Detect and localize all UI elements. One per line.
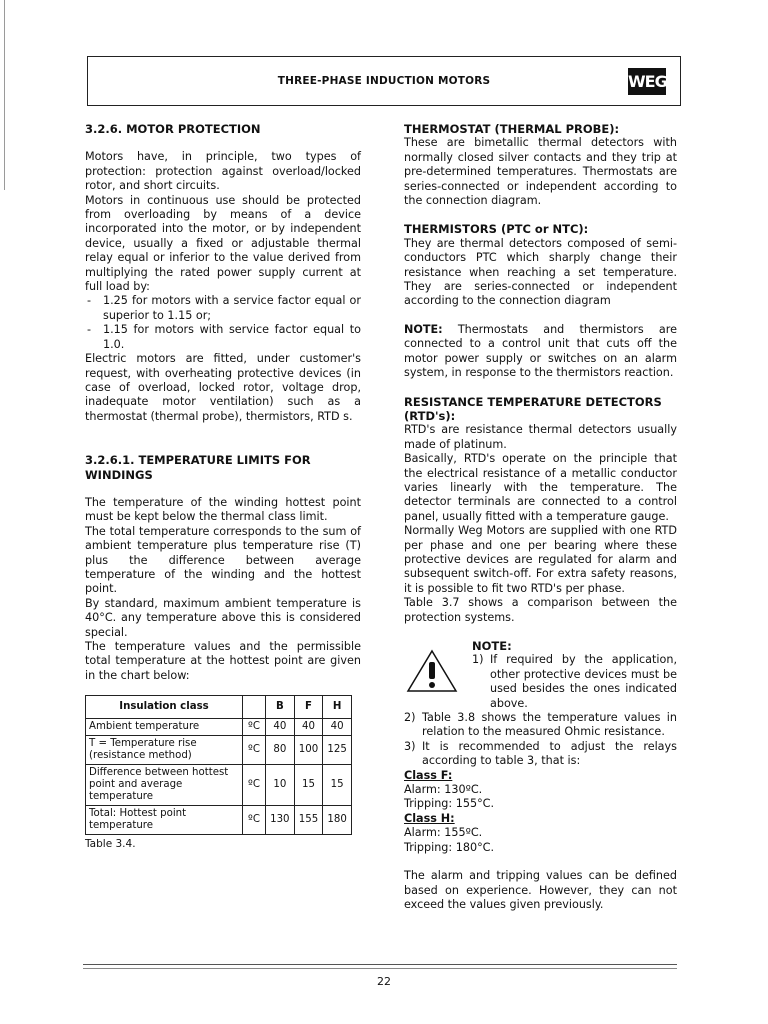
margin-rule [4, 0, 5, 190]
value-cell: 10 [266, 765, 295, 806]
insulation-table [85, 695, 352, 835]
class-h-label: Class H: [404, 811, 455, 825]
unit-cell: ºC [243, 719, 266, 736]
thermistors-heading: THERMISTORS (PTC or NTC): [404, 222, 589, 237]
header-cell: F [294, 696, 323, 719]
row-label: Difference between hottest point and average temperature [86, 765, 243, 806]
class-h-alarm: Alarm: 155ºC. [404, 826, 483, 840]
paragraph: Motors have, in principle, two types of protection: protection against overload/locked rotor, and short circuits. [85, 150, 361, 193]
table-header-row [86, 696, 352, 719]
left-column [85, 122, 361, 852]
value-cell: 125 [323, 736, 352, 765]
row-label: Ambient temperature [86, 719, 243, 736]
paragraph: RTD's are resistance thermal detectors usually made of platinum. [404, 423, 677, 451]
class-f-label: Class F: [404, 768, 453, 782]
paragraph: The total temperature corresponds to the sum of ambient temperature plus temperature rise (T) plus the difference between average temperature of the winding and the hottest point. [85, 524, 361, 596]
value-cell: 40 [266, 719, 295, 736]
header-cell: Insulation class [86, 696, 243, 719]
table-row [86, 765, 352, 806]
paragraph: The temperature values and the permissible total temperature at the hottest point are given in the chart below: [85, 640, 361, 682]
table-row [86, 806, 352, 835]
weg-logo: WEG [628, 68, 666, 95]
paragraph: The alarm and tripping values can be defined based on experience. However, they can not exceed the values given previously. [404, 869, 677, 911]
unit-cell: ºC [243, 765, 266, 806]
value-cell: 15 [323, 765, 352, 806]
value-cell: 100 [294, 736, 323, 765]
note-item-text: Table 3.8 shows the temperature values in relation to the measured Ohmic resistance. [422, 711, 677, 739]
paragraph: Basically, RTD's operate on the principle that the electrical resistance of a metallic conductor varies linearly with the temperature. The detector terminals are connected to a control panel, usually fitted with a temperature gauge. [404, 452, 677, 523]
rtd-heading: RESISTANCE TEMPERATURE DETECTORS (RTD's): [404, 394, 662, 423]
value-cell: 155 [294, 806, 323, 835]
value-cell: 40 [323, 719, 352, 736]
paragraph: These are bimetallic thermal detectors with normally closed silver contacts and they trip at pre-determined temperatures. Thermostats are series-connected or independent according to the connection diagram. [404, 136, 677, 208]
note-item-text: It is recommended to adjust the relays according to table 3, that is: [422, 739, 677, 768]
value-cell: 180 [323, 806, 352, 835]
unit-cell: ºC [243, 806, 266, 835]
table-row [86, 719, 352, 736]
paragraph: Electric motors are fitted, under customer's request, with overheating protective devices (in case of overload, locked rotor, voltage drop, inadequate motor ventilation) such as a thermostat (thermal probe), thermistors, RTD s. [85, 352, 361, 423]
note-label: NOTE: [472, 639, 512, 653]
note-item-text: If required by the application, other protective devices must be used besides the ones indicated above. [490, 653, 677, 710]
value-cell: 80 [266, 736, 295, 765]
header-title: THREE-PHASE INDUCTION MOTORS [277, 75, 491, 87]
row-label: T = Temperature rise (resistance method) [86, 736, 243, 765]
paragraph: By standard, maximum ambient temperature is 40°C. any temperature above this is considered special. [85, 596, 361, 639]
header-cell: B [266, 696, 295, 719]
warning-icon [406, 649, 458, 693]
list-item: - 1.25 for motors with a service factor equal or superior to 1.15 or; [85, 294, 361, 323]
note-text: Thermostats and thermistors are connected to a control unit that cuts off the motor power supply or switches on an alarm system, in response to the thermistors reaction. [404, 322, 677, 380]
header-cell [243, 696, 266, 719]
note-label: NOTE: [404, 322, 443, 336]
header-cell: H [323, 696, 352, 719]
page-number: 22 [377, 975, 391, 988]
paragraph: Normally Weg Motors are supplied with one RTD per phase and one per bearing where these protective devices are regulated for alarm and subsequent switch-off. For extra safety reasons, it is possible to fit two RTD's per phase. [404, 524, 677, 595]
list-item: - 1.15 for motors with service factor equal to 1.0. [85, 323, 361, 352]
value-cell: 40 [294, 719, 323, 736]
note-item-number: 1) [472, 653, 484, 667]
section-heading: 3.2.6. MOTOR PROTECTION [85, 122, 261, 136]
value-cell: 15 [294, 765, 323, 806]
paragraph: The temperature of the winding hottest point must be kept below the thermal class limit. [85, 495, 361, 524]
table-row [86, 736, 352, 765]
paragraph: Table 3.7 shows a comparison between the protection systems. [404, 596, 677, 624]
table-caption: Table 3.4. [85, 838, 136, 851]
value-cell: 130 [266, 806, 295, 835]
class-f-tripping: Tripping: 155°C. [404, 797, 495, 811]
row-label: Total: Hottest point temperature [86, 806, 243, 835]
class-h-tripping: Tripping: 180°C. [404, 840, 495, 854]
class-f-alarm: Alarm: 130ºC. [404, 783, 483, 797]
note-item-number: 2) [404, 711, 416, 725]
note-item [404, 711, 677, 740]
note-paragraph [404, 323, 677, 381]
note-item [404, 740, 677, 769]
paragraph: They are thermal detectors composed of semi-conductors PTC which sharply change their resistance when reaching a set temperature. They are series-connected or independent according to the connection diagram [404, 236, 677, 308]
subsection-heading: 3.2.6.1. TEMPERATURE LIMITS FOR WINDINGS [85, 453, 311, 482]
unit-cell: ºC [243, 736, 266, 765]
page-header [87, 56, 681, 106]
note-item [472, 653, 677, 711]
footer-rule [83, 964, 677, 969]
thermostat-heading: THERMOSTAT (THERMAL PROBE): [404, 122, 620, 136]
note-block [404, 639, 677, 711]
right-column [404, 122, 677, 912]
note-item-number: 3) [404, 739, 416, 753]
paragraph: Motors in continuous use should be protected from overloading by means of a device incorporated into the motor, or by independent device, usually a fixed or adjustable thermal relay equal or inferior to the value derived from multiplying the rated power supply current at full load by: [85, 193, 361, 294]
